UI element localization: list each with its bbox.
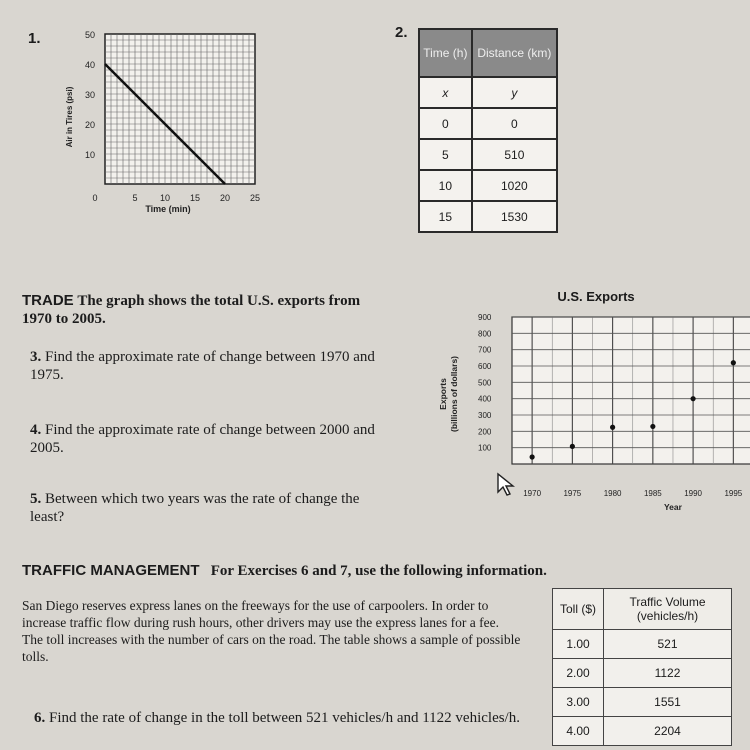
x-tick-label: 15 xyxy=(189,193,201,203)
y-tick-label: 50 xyxy=(84,30,95,40)
y-tick-label: 200 xyxy=(478,427,492,437)
plot-area xyxy=(512,317,750,464)
y-tick-label: 20 xyxy=(84,120,95,130)
y-tick-label: 700 xyxy=(478,345,492,355)
toll-table xyxy=(552,588,732,746)
question-number: 6. xyxy=(34,710,46,726)
table-cell: 2.00 xyxy=(553,659,604,688)
y-tick-label: 900 xyxy=(478,313,492,322)
table-cell: 1551 xyxy=(604,688,732,717)
data-point xyxy=(731,360,736,365)
trade-heading: TRADE xyxy=(22,292,74,309)
traffic-subheading: For Exercises 6 and 7, use the following information. xyxy=(210,563,547,579)
exercise-1-number: 1. xyxy=(28,30,41,47)
x-tick-label: 25 xyxy=(249,193,261,203)
x-tick-label: 0 xyxy=(92,193,98,203)
table-cell: 5 xyxy=(419,139,472,170)
question-number: 4. xyxy=(30,422,42,438)
y-axis-label: Air in Tires (psi) xyxy=(65,86,74,148)
mouse-cursor-icon xyxy=(495,472,519,498)
chart-title: U.S. Exports xyxy=(557,289,635,304)
y-tick-label: 30 xyxy=(84,90,95,100)
question-4 xyxy=(30,421,402,457)
y-axis-label: Exports xyxy=(438,378,448,410)
y-tick-label: 10 xyxy=(84,150,95,160)
y-axis-label: (billions of dollars) xyxy=(449,355,459,433)
data-point xyxy=(570,444,575,449)
table-cell: 0 xyxy=(419,108,472,139)
header-distance: Distance (km) xyxy=(472,29,557,77)
exercise-2-number: 2. xyxy=(395,24,408,41)
question-6 xyxy=(34,709,534,727)
table-cell: 1530 xyxy=(472,201,557,232)
table-cell: 4.00 xyxy=(553,717,604,746)
x-tick-label: 10 xyxy=(159,193,171,203)
table-cell: 1.00 xyxy=(553,630,604,659)
trade-intro-text: The graph shows the total U.S. exports from 1970 to 2005. xyxy=(22,293,361,327)
table-cell: 15 xyxy=(419,201,472,232)
x-tick-label: 5 xyxy=(132,193,138,203)
x-tick-label: 1975 xyxy=(563,489,582,498)
header-toll: Toll ($) xyxy=(553,589,604,630)
question-text: Find the rate of change in the toll between 521 vehicles/h and 1122 vehicles/h. xyxy=(49,710,520,726)
data-point xyxy=(530,454,535,459)
y-tick-label: 400 xyxy=(478,394,492,404)
question-text: Between which two years was the rate of change the least? xyxy=(30,491,360,525)
question-5 xyxy=(30,490,370,526)
time-distance-table xyxy=(418,28,558,233)
question-number: 5. xyxy=(30,491,42,507)
question-3 xyxy=(30,348,402,384)
traffic-heading-line xyxy=(22,562,742,580)
data-point xyxy=(690,396,695,401)
table-cell: 521 xyxy=(604,630,732,659)
x-tick-label: 1990 xyxy=(684,489,702,498)
air-in-tires-chart xyxy=(60,22,280,222)
header-time: Time (h) xyxy=(419,29,472,77)
y-tick-label: 800 xyxy=(478,329,492,339)
x-tick-label: 1985 xyxy=(643,489,662,498)
table-cell: 2204 xyxy=(604,717,732,746)
data-point xyxy=(610,425,615,430)
var-x: x xyxy=(419,77,472,108)
traffic-paragraph: San Diego reserves express lanes on the freeways for the use of carpoolers. In order to increase traffic flow during rush hours, other drivers may use the express lanes for a fee. The toll increases with the number of cars on the road. The table shows a sample of possible tolls. xyxy=(22,598,521,664)
table-cell: 10 xyxy=(419,170,472,201)
x-tick-label: 1995 xyxy=(724,489,743,498)
table-cell: 1122 xyxy=(604,659,732,688)
traffic-heading: TRAFFIC MANAGEMENT xyxy=(22,562,200,579)
header-traffic-volume: Traffic Volume (vehicles/h) xyxy=(604,589,732,630)
x-axis-label: Year xyxy=(663,502,682,512)
table-cell: 3.00 xyxy=(553,688,604,717)
question-text: Find the approximate rate of change between 2000 and 2005. xyxy=(30,422,375,456)
y-tick-label: 300 xyxy=(478,411,492,420)
var-y: y xyxy=(472,77,557,108)
x-tick-label: 1970 xyxy=(523,489,542,498)
y-tick-label: 100 xyxy=(478,443,492,453)
table-cell: 510 xyxy=(472,139,557,170)
question-number: 3. xyxy=(30,349,42,365)
table-cell: 1020 xyxy=(472,170,557,201)
trade-intro xyxy=(22,292,372,328)
plot-area xyxy=(105,34,255,184)
x-tick-label: 1980 xyxy=(603,489,622,498)
x-axis-label: Time (min) xyxy=(145,204,191,214)
question-text: Find the approximate rate of change between 1970 and 1975. xyxy=(30,349,375,383)
data-point xyxy=(650,424,655,429)
us-exports-chart xyxy=(420,282,750,522)
table-cell: 0 xyxy=(472,108,557,139)
y-tick-label: 500 xyxy=(478,378,492,388)
x-tick-label: 20 xyxy=(219,193,231,203)
y-tick-label: 40 xyxy=(84,60,95,70)
y-tick-label: 600 xyxy=(478,362,492,371)
